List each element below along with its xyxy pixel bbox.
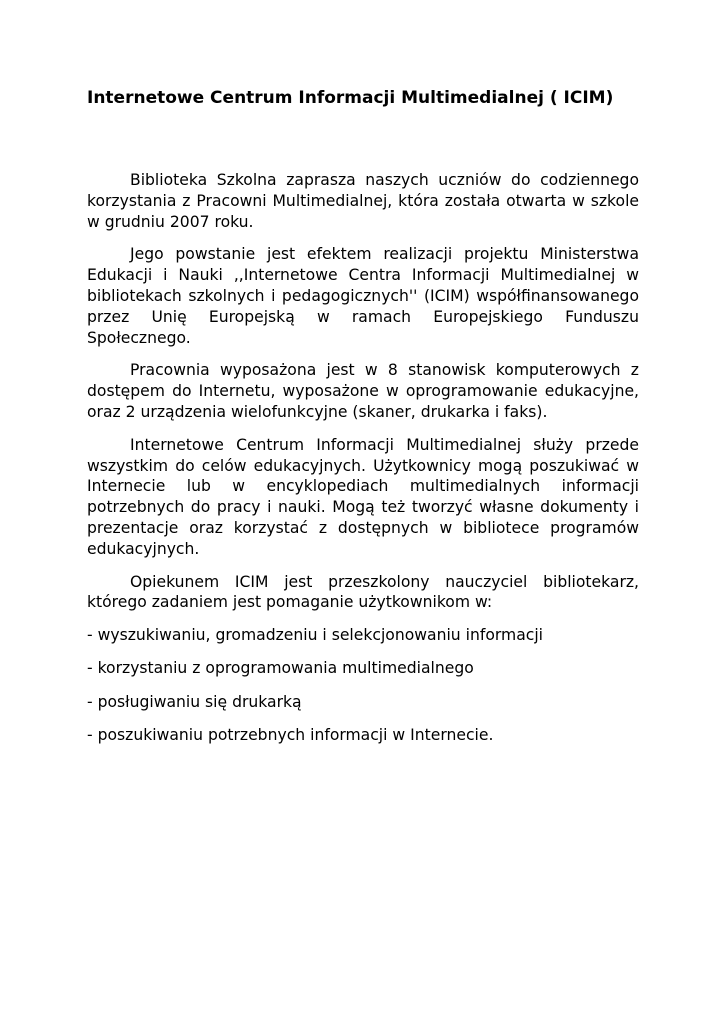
list-item: - korzystaniu z oprogramowania multimedialnego — [87, 659, 474, 678]
document-body — [87, 170, 639, 746]
list-item: - wyszukiwaniu, gromadzeniu i selekcjonowaniu informacji — [87, 626, 543, 645]
paragraph-project: Jego powstanie jest efektem realizacji projektu Ministerstwa Edukacji i Nauki ,,Internetowe Centra Informacji Multimedialnej w bibliotekach szkolnych i pedagogicznych'' (ICIM) współfinansowanego przez Unię Europejską w ramach Europejskiego Funduszu Społecznego. — [87, 245, 639, 347]
list-item: - posługiwaniu się drukarką — [87, 692, 302, 711]
document-title: Internetowe Centrum Informacji Multimedialnej ( ICIM) — [87, 88, 614, 108]
paragraph-equipment: Pracownia wyposażona jest w 8 stanowisk komputerowych z dostępem do Internetu, wyposażone w oprogramowanie edukacyjne, oraz 2 urządzenia wielofunkcyjne (skaner, drukarka i faks). — [87, 361, 639, 421]
list-item: - poszukiwaniu potrzebnych informacji w Internecie. — [87, 726, 494, 745]
paragraph-intro: Biblioteka Szkolna zaprasza naszych uczniów do codziennego korzystania z Pracowni Multimedialnej, która została otwarta w szkole w grudniu 2007 roku. — [87, 171, 639, 231]
document-page — [87, 87, 639, 758]
paragraph-supervisor: Opiekunem ICIM jest przeszkolony nauczyciel bibliotekarz, którego zadaniem jest pomaganie użytkownikom w: — [87, 572, 639, 612]
paragraph-purpose: Internetowe Centrum Informacji Multimedialnej służy przede wszystkim do celów edukacyjnych. Użytkownicy mogą poszukiwać w Internecie lub w encyklopediach multimedialnych informacji potrzebnych do pracy i nauki. Mogą też tworzyć własne dokumenty i prezentacje oraz korzystać z dostępnych w bibliotece programów edukacyjnych. — [87, 435, 639, 558]
task-list — [87, 625, 639, 746]
